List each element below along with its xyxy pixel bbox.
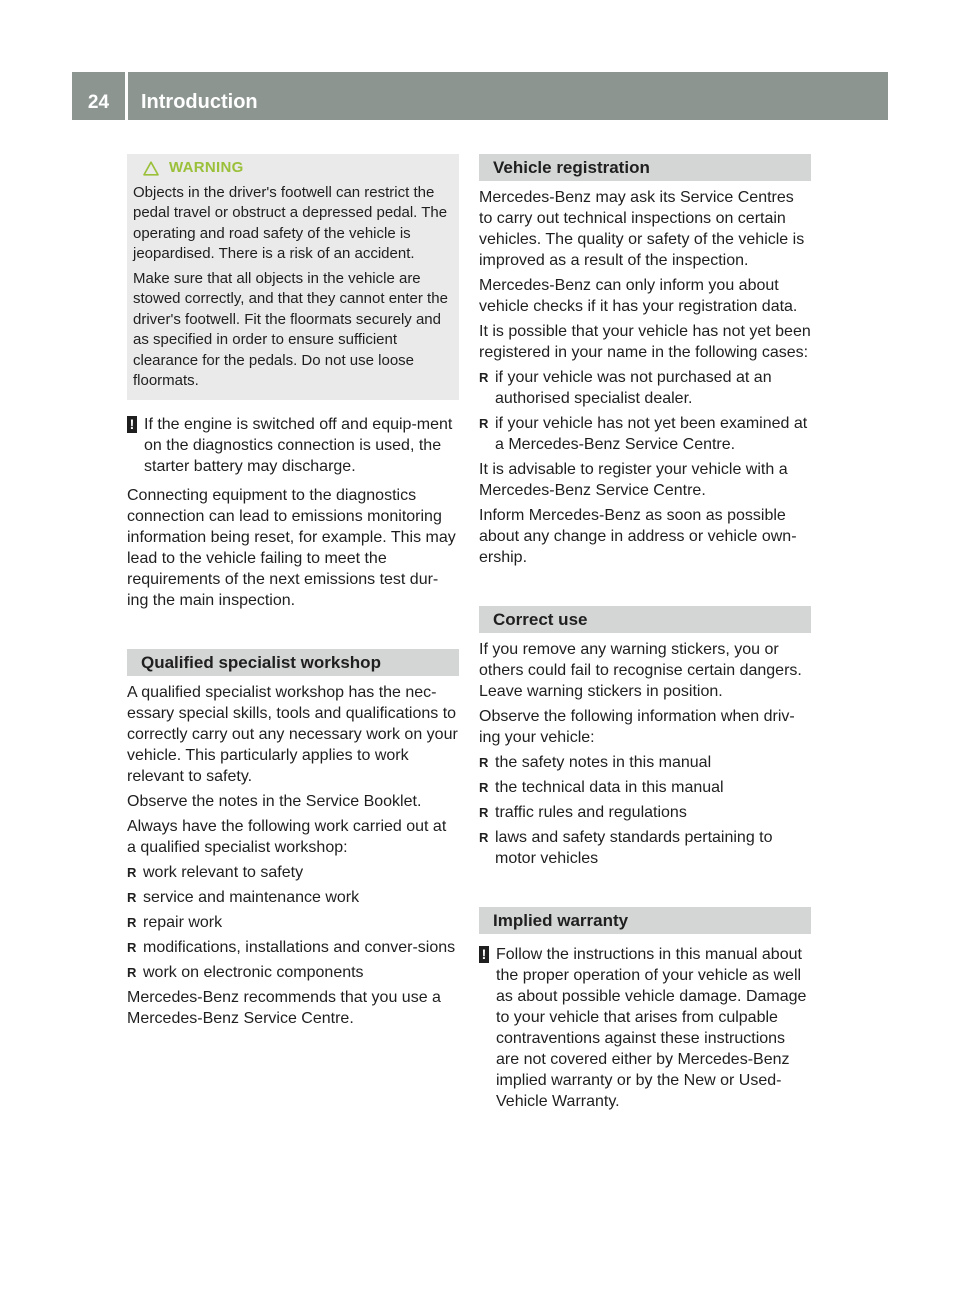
page-header (72, 72, 888, 120)
bullet-marker: R (479, 830, 489, 845)
section-heading-warranty: Implied warranty (479, 907, 811, 934)
bullet-marker: R (127, 939, 137, 955)
note-battery (127, 414, 459, 477)
list-item: R the technical data in this manual (479, 779, 724, 796)
bullet-marker: R (127, 914, 137, 930)
list-item: R service and maintenance work (127, 888, 360, 906)
warning-triangle-icon (143, 161, 159, 176)
workshop-paragraph-4: Mercedes-Benz recommends that you use a Mercedes-Benz Service Centre. (127, 988, 441, 1027)
section-heading-workshop: Qualified specialist workshop (127, 649, 459, 676)
warning-text-1: Objects in the driver's footwell can restrict the pedal travel or obstruct a depressed pedal. The operating and road safety of the vehicle is jeopardised. There is a risk of an accident. (133, 183, 448, 262)
section-heading-registration: Vehicle registration (479, 154, 811, 181)
bullet-marker: R (127, 964, 137, 980)
workshop-list (127, 862, 459, 983)
bullet-marker: R (127, 889, 137, 905)
diagnostics-paragraph: Connecting equipment to the diagnostics connection can lead to emissions monitoring information being reset, for example. This may lead to the vehicle failing to meet the requirements of the next emissions test dur-ing the main inspection. (127, 486, 456, 609)
list-item: R the safety notes in this manual (479, 754, 712, 771)
workshop-paragraph-2: Observe the notes in the Service Booklet. (127, 792, 422, 810)
list-item: R repair work (127, 913, 223, 931)
list-item: R if your vehicle has not yet been examined at a Mercedes-Benz Service Centre. (479, 415, 808, 453)
list-item: R modifications, installations and conver-sions (127, 938, 456, 956)
workshop-paragraph-1: A qualified specialist workshop has the nec-essary special skills, tools and qualifications to correctly carry out any necessary work on your vehicle. This particularly applies to work relevant to safety. (127, 683, 458, 785)
correct-use-paragraph-1: If you remove any warning stickers, you or others could fail to recognise certain dangers. Leave warning stickers in position. (479, 641, 802, 700)
chapter-title: Introduction (141, 91, 258, 113)
registration-paragraph-2: Mercedes-Benz can only inform you about vehicle checks if it has your registration data. (479, 277, 798, 315)
warning-label: WARNING (169, 159, 244, 176)
registration-paragraph-4: It is advisable to register your vehicle with a Mercedes-Benz Service Centre. (479, 461, 788, 499)
warning-box (127, 154, 459, 400)
list-item: R traffic rules and regulations (479, 804, 687, 821)
bullet-marker: R (479, 370, 489, 385)
workshop-paragraph-3: Always have the following work carried out at a qualified specialist workshop: (127, 817, 447, 856)
warning-text-2: Make sure that all objects in the vehicle are stowed correctly, and that they cannot enter the driver's footwell. Fit the floormats securely and as specified in order to ensure sufficient clearance for the pedals. Do not use loose floormats. (133, 269, 448, 389)
list-item: R work relevant to safety (127, 863, 304, 881)
note-warranty (479, 944, 811, 1112)
registration-list (479, 367, 811, 455)
note-icon: ! (479, 946, 489, 963)
note-text: Follow the instructions in this manual about the proper operation of your vehicle as well as about possible vehicle damage. Damage to your vehicle that arises from culpable contraventions against these instructions are not covered either by Mercedes-Benz implied warranty or by the New or Used-Vehicle Warranty. (496, 946, 807, 1110)
note-text: If the engine is switched off and equip-ment on the diagnostics connection is used, the starter battery may discharge. (144, 415, 453, 475)
registration-paragraph-5: Inform Mercedes-Benz as soon as possible about any change in address or vehicle own-ership. (479, 507, 797, 566)
warning-heading (143, 158, 453, 179)
list-item: R work on electronic components (127, 963, 364, 981)
registration-paragraph-1: Mercedes-Benz may ask its Service Centres to carry out technical inspections on certain vehicles. The quality or safety of the vehicle is improved as a result of the inspection. (479, 189, 805, 269)
bullet-marker: R (479, 755, 489, 770)
correct-use-list (479, 752, 811, 869)
bullet-marker: R (479, 780, 489, 795)
bullet-marker: R (479, 416, 489, 431)
list-item: R laws and safety standards pertaining to motor vehicles (479, 829, 773, 867)
header-separator (125, 72, 128, 120)
left-column (127, 154, 459, 1033)
bullet-marker: R (479, 805, 489, 820)
bullet-marker: R (127, 864, 137, 880)
note-icon: ! (127, 416, 137, 433)
right-column (479, 154, 811, 1120)
correct-use-paragraph-2: Observe the following information when driv-ing your vehicle: (479, 708, 795, 746)
list-item: R if your vehicle was not purchased at an authorised specialist dealer. (479, 369, 772, 407)
section-heading-correct-use: Correct use (479, 606, 811, 633)
page-number: 24 (87, 92, 110, 113)
registration-paragraph-3: It is possible that your vehicle has not yet been registered in your name in the following cases: (479, 323, 811, 361)
